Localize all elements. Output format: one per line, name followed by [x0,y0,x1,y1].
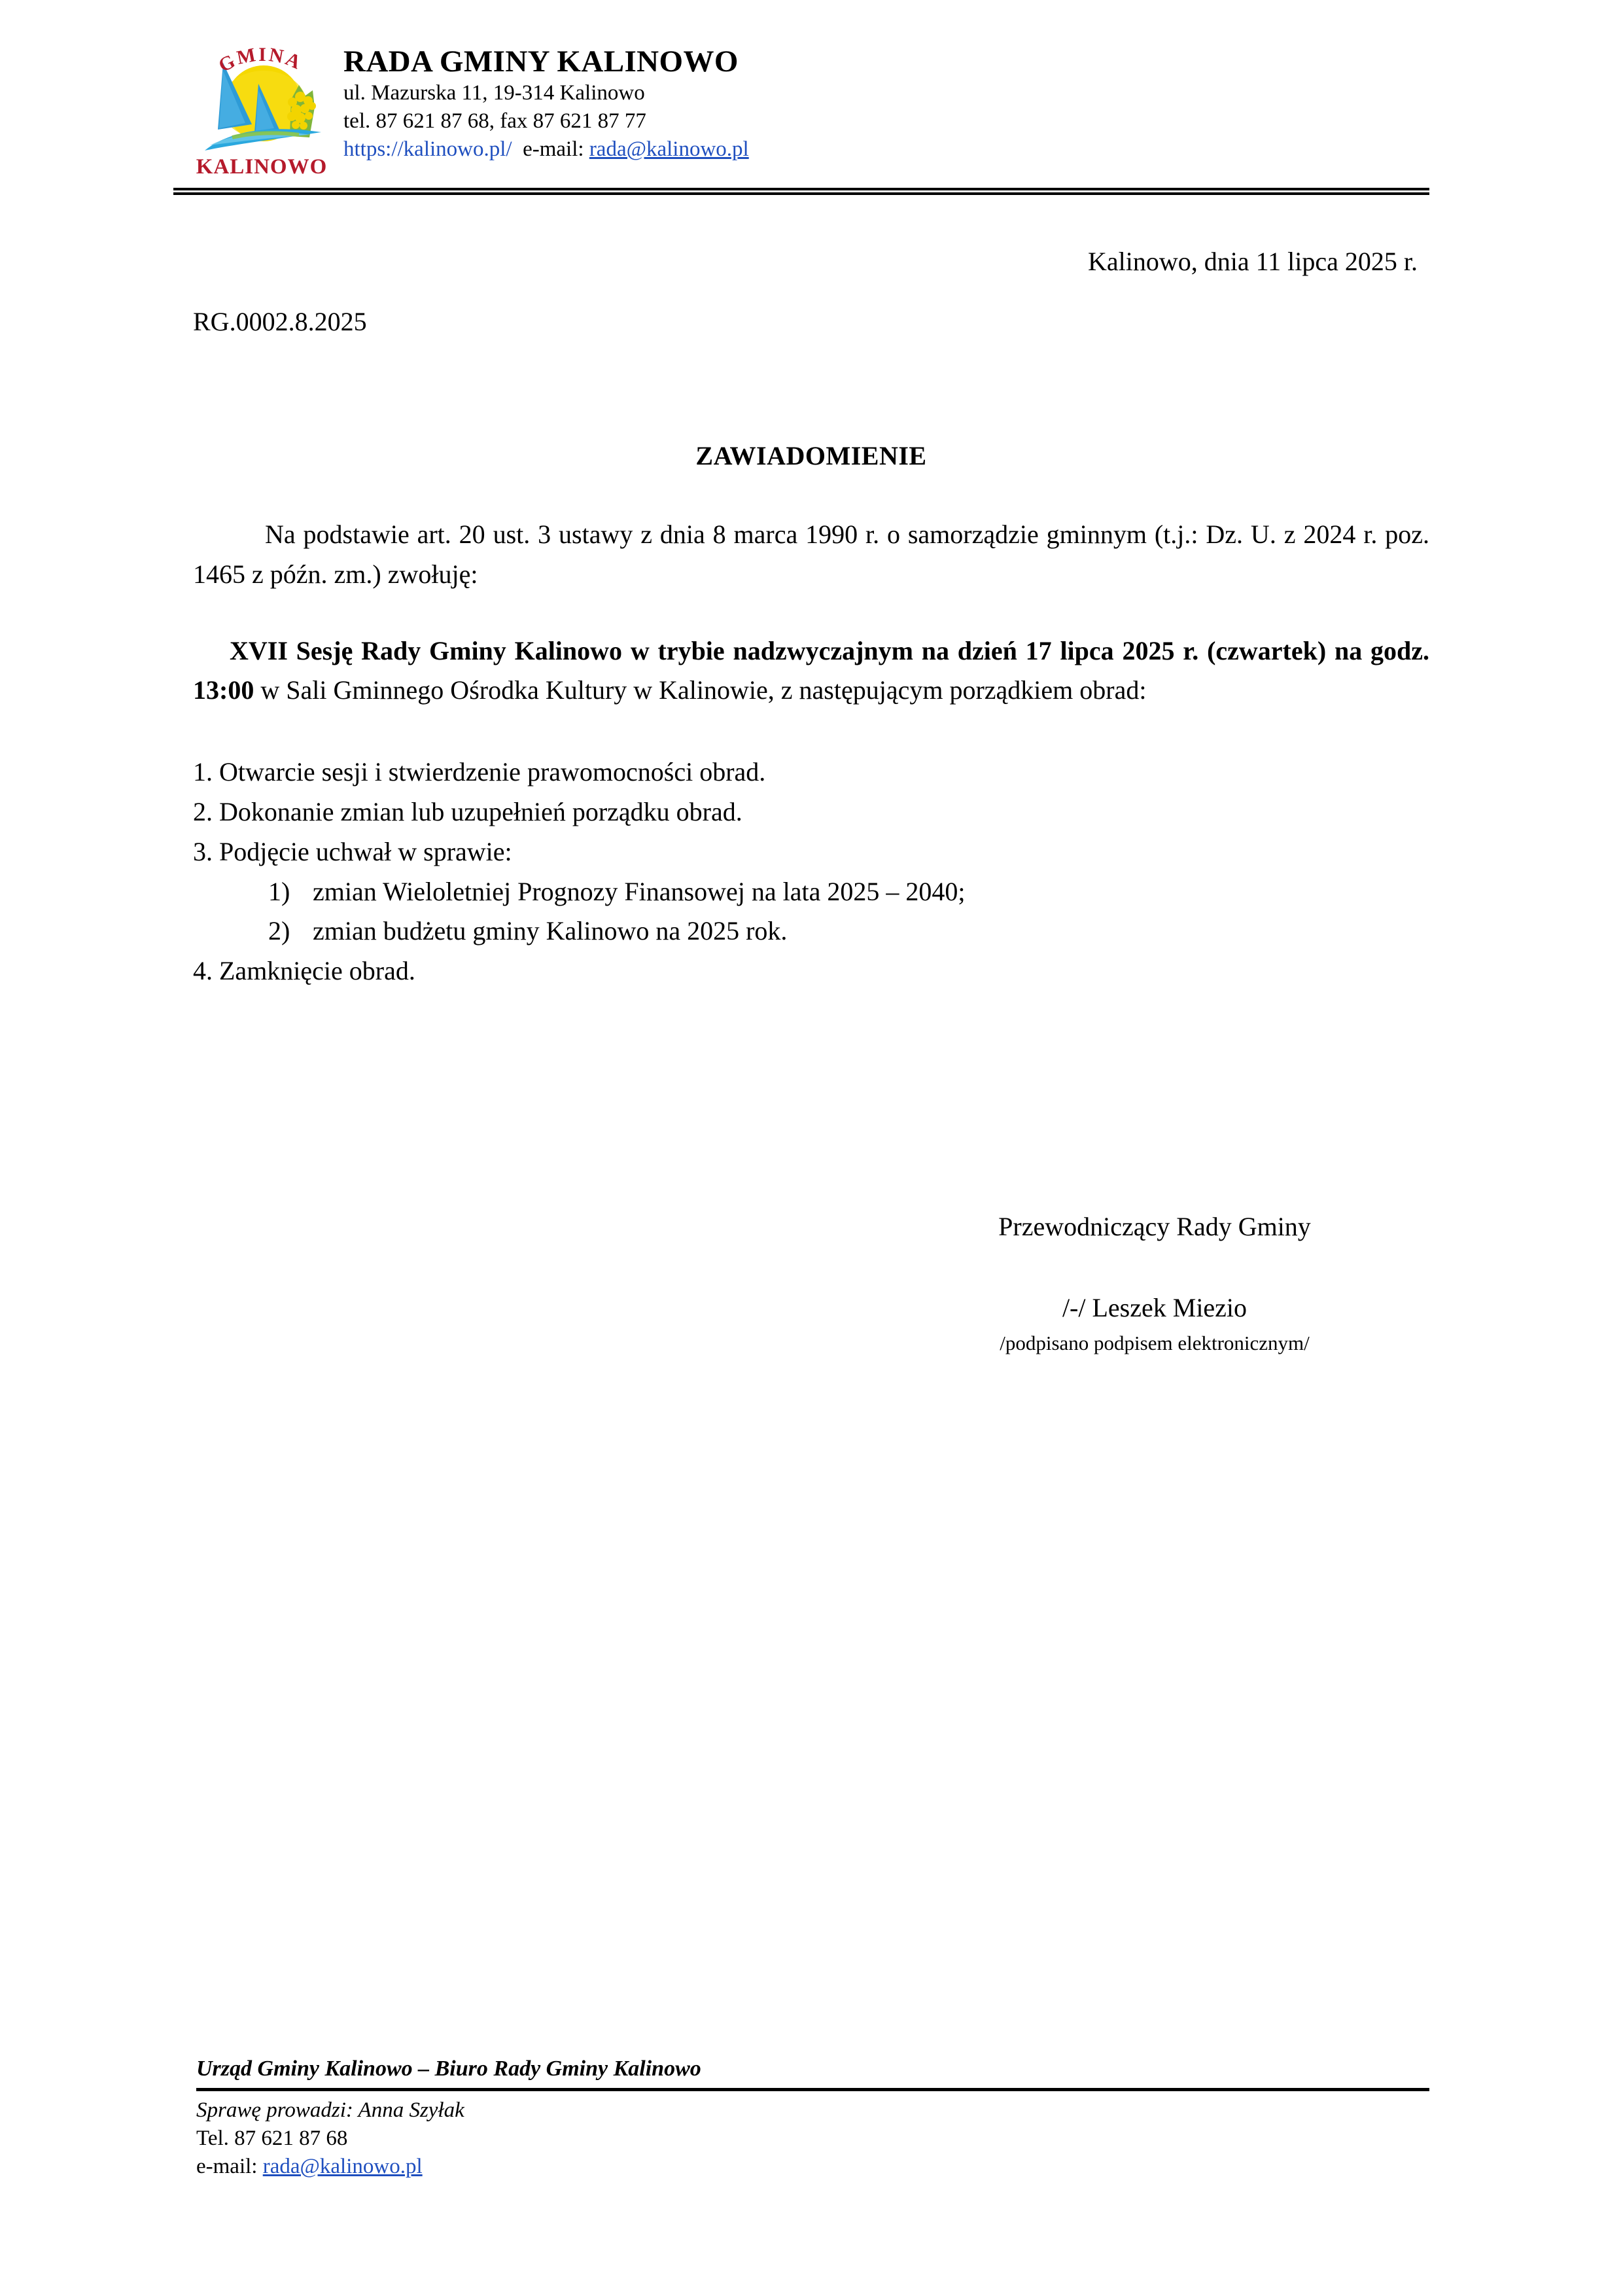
legal-basis-paragraph: Na podstawie art. 20 ust. 3 ustawy z dnia 8 marca 1990 r. o samorządzie gminnym (t.j.: Dz. U. z 2024 r. poz. 1465 z późn. zm.) zwołuję: [193,520,1429,589]
footer-email-link[interactable]: rada@kalinowo.pl [262,2154,423,2178]
logo-bottom-text: KALINOWO [196,155,328,179]
agenda-subitem [193,911,1429,951]
agenda-item-number: 2. [193,796,213,826]
letterhead [193,39,1436,180]
footer-divider [196,2088,1429,2091]
organization-block [343,39,749,164]
organization-name: RADA GMINY KALINOWO [343,44,739,79]
gmina-kalinowo-logo [193,39,330,180]
session-announcement-paragraph [193,631,1429,711]
logo-graphic [193,39,330,180]
agenda-subitem-number: 1) [268,876,290,906]
agenda-item-number: 4. [193,956,213,986]
agenda-item [193,951,1429,991]
agenda-item-text: Podjęcie uchwał w sprawie: [219,836,512,866]
document-body [193,249,1429,991]
agenda-subitem [193,872,1429,912]
electronic-signature-note: /podpisano podpisem elektronicznym/ [1000,1332,1310,1354]
signatory-role: Przewodniczący Rady Gminy [998,1212,1311,1241]
footer-email-label: e-mail: [196,2154,263,2178]
organization-address: ul. Mazurska 11, 19-314 Kalinowo [343,80,645,105]
agenda-list [193,752,1429,991]
session-details-bold: XVII Sesję Rady Gminy Kalinowo w trybie nadzwyczajnym na dzień 17 lipca 2025 r. (czwartek) na godz. 13:00 [193,635,1429,705]
agenda-item-text: Otwarcie sesji i stwierdzenie prawomocności obrad. [219,757,766,787]
session-details-rest: w Sali Gminnego Ośrodka Kultury w Kalinowie, z następującym porządkiem obrad: [254,675,1147,705]
agenda-item [193,832,1429,872]
organization-phones: tel. 87 621 87 68, fax 87 621 87 77 [343,109,646,133]
agenda-item-number: 3. [193,836,213,866]
logo-top-text: GMINA [215,43,306,77]
signature-block [877,1214,1433,1353]
agenda-subitem-number: 2) [268,916,290,946]
website-link[interactable]: https://kalinowo.pl/ [343,137,512,162]
document-footer [196,2055,1429,2181]
agenda-item [193,752,1429,792]
header-divider [173,188,1429,195]
place-and-date: Kalinowo, dnia 11 lipca 2025 r. [1088,247,1418,276]
header-email-link[interactable]: rada@kalinowo.pl [589,137,749,162]
reference-number: RG.0002.8.2025 [193,307,367,336]
agenda-item-number: 1. [193,757,213,787]
footer-case-officer: Sprawę prowadzi: Anna Szyłak [196,2098,464,2123]
footer-office-title: Urząd Gminy Kalinowo – Biuro Rady Gminy Kalinowo [196,2057,701,2081]
agenda-item-text: Zamknięcie obrad. [219,956,415,986]
document-title: ZAWIADOMIENIE [695,441,927,470]
signatory-name: /-/ Leszek Miezio [1062,1293,1248,1322]
agenda-subitem-text: zmian budżetu gminy Kalinowo na 2025 rok. [313,916,788,946]
agenda-subitem-text: zmian Wieloletniej Prognozy Finansowej na lata 2025 – 2040; [313,876,966,906]
footer-email-row [196,2153,1429,2181]
email-label: e-mail: [523,137,584,162]
organization-online-contacts [343,135,749,164]
agenda-item-text: Dokonanie zmian lub uzupełnień porządku obrad. [219,796,742,826]
footer-phone: Tel. 87 621 87 68 [196,2127,348,2151]
agenda-item [193,792,1429,832]
